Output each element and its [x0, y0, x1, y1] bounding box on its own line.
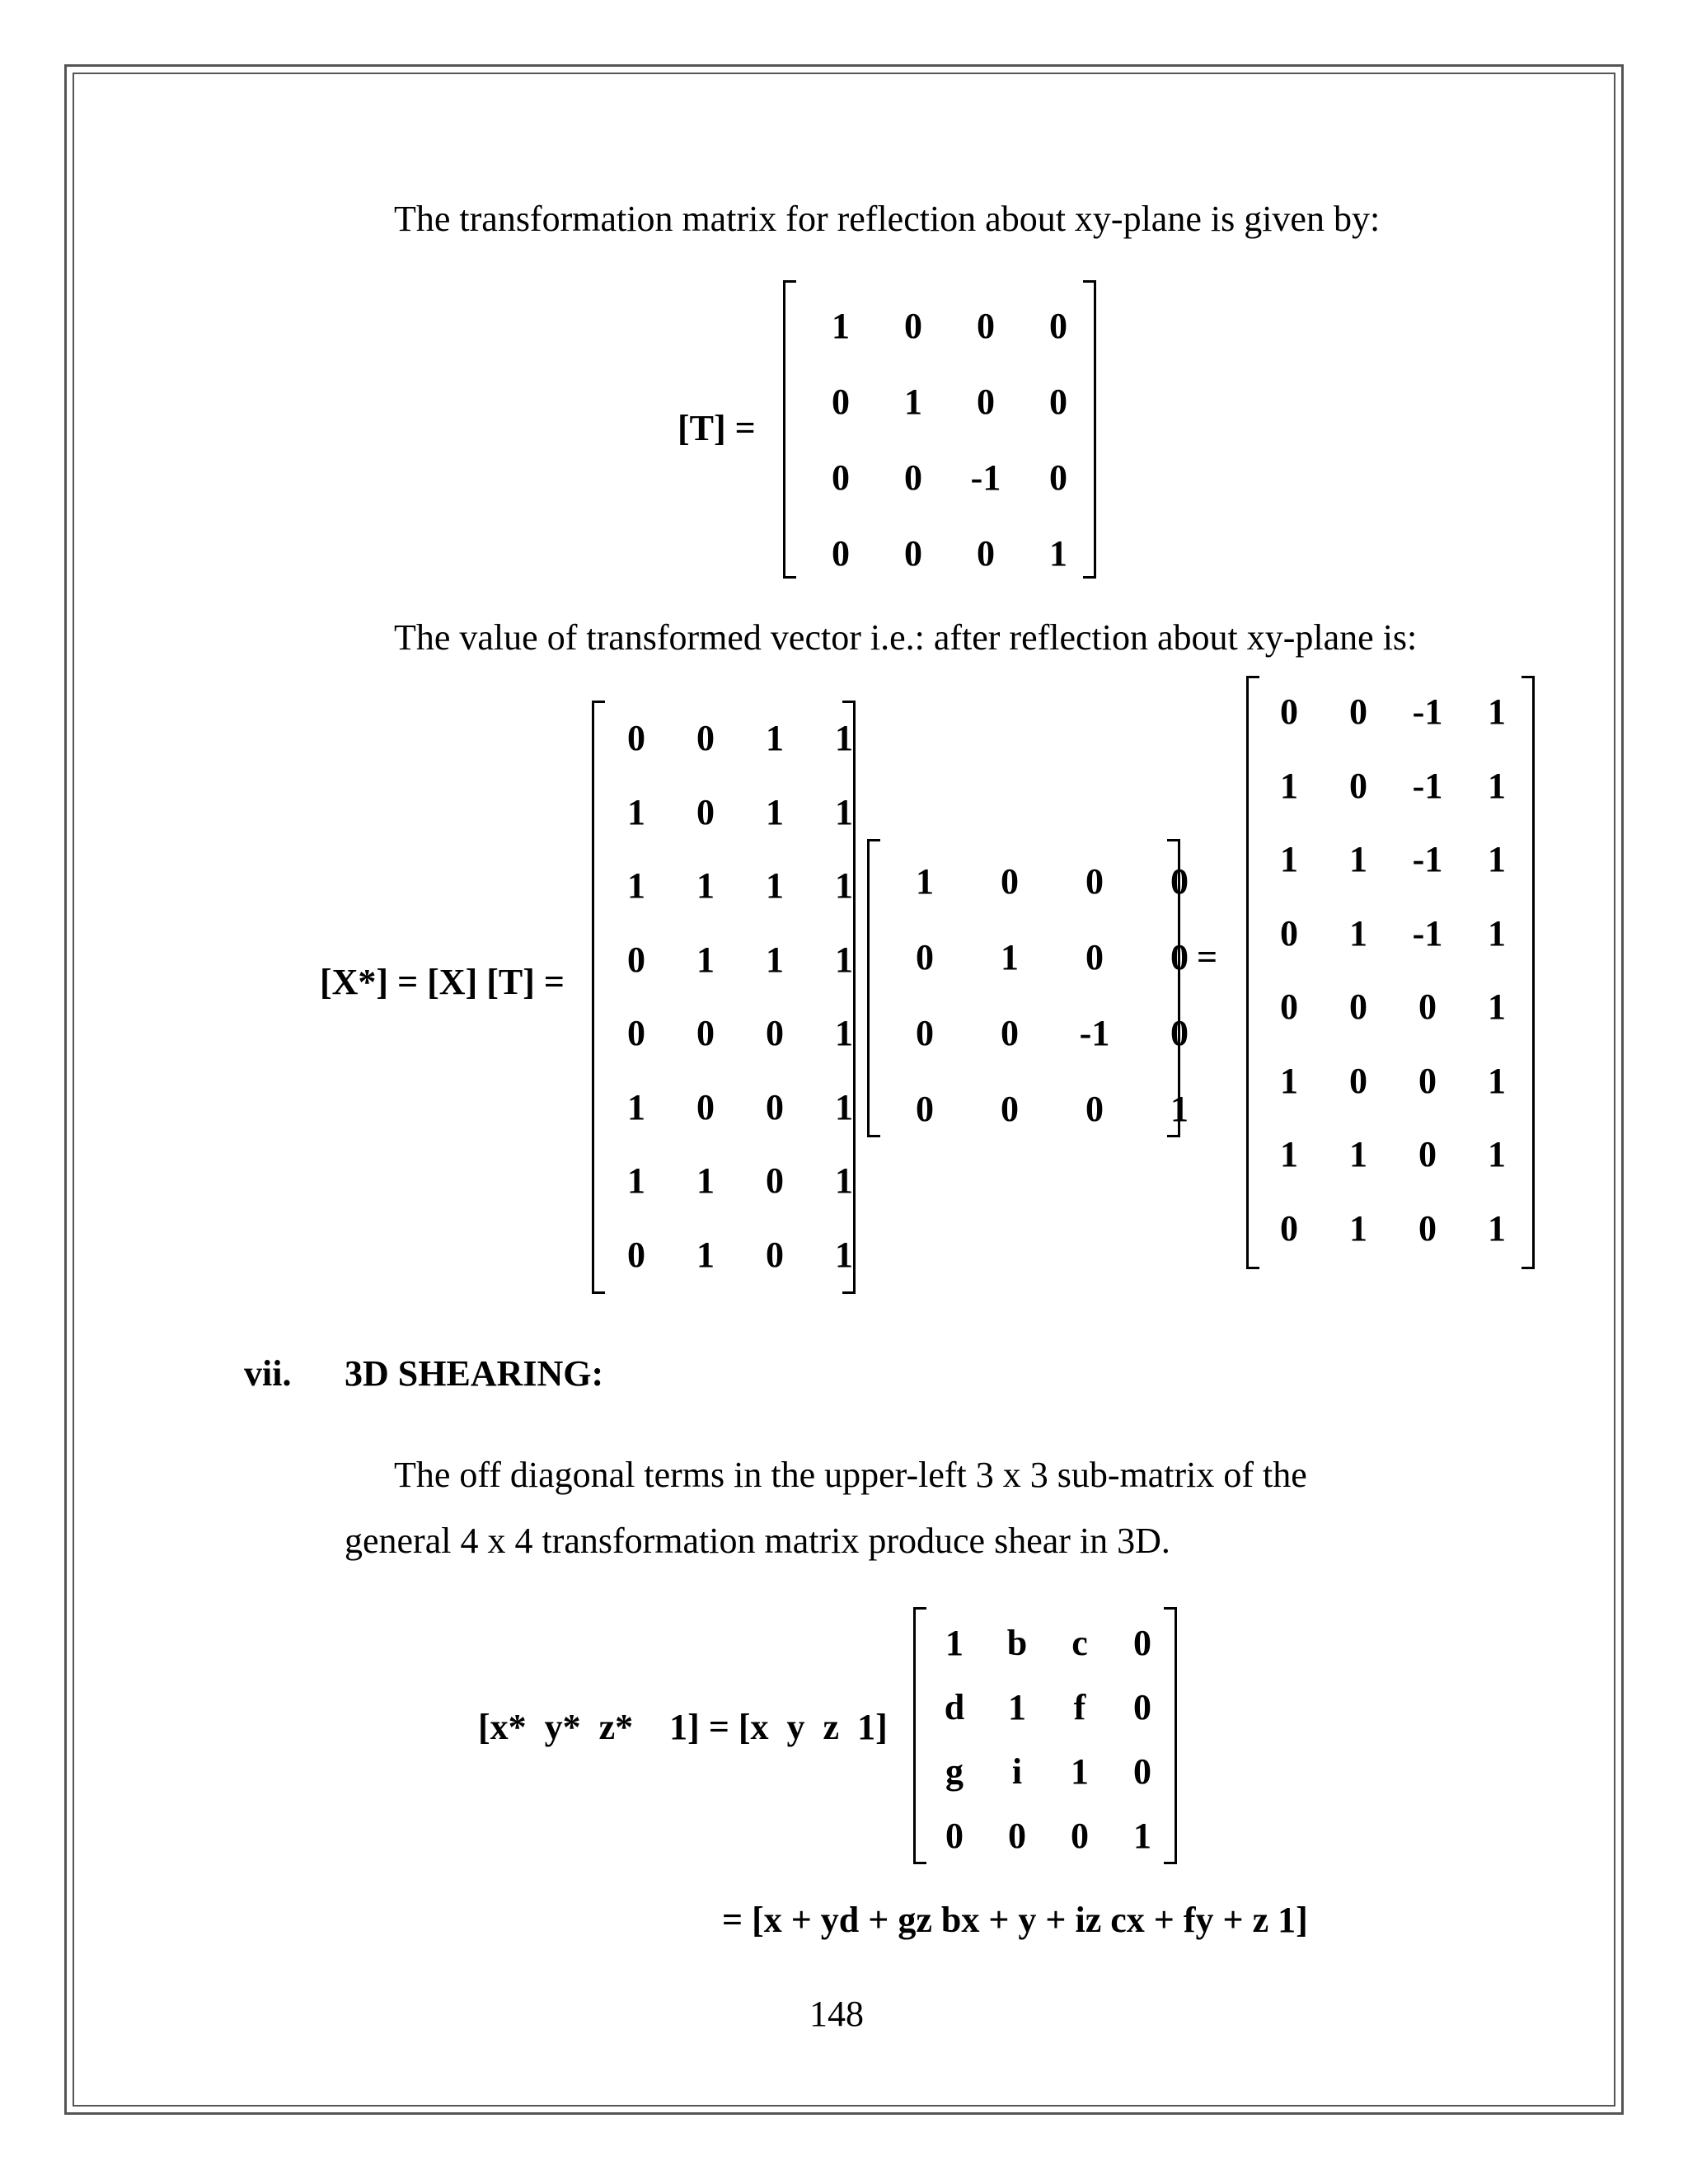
matrix-cell: 1 — [1280, 839, 1298, 879]
left-bracket — [1246, 676, 1259, 1269]
matrix-cell: 1 — [1488, 691, 1506, 732]
matrix-cell: 0 — [1170, 937, 1189, 977]
matrix-cell: 1 — [1488, 765, 1506, 806]
matrix-cell: 1 — [1133, 1816, 1151, 1856]
matrix-cell: 0 — [1349, 765, 1367, 806]
matrix-cell: 0 — [1071, 1816, 1089, 1856]
matrix-cell: 0 — [1170, 1013, 1189, 1053]
matrix-cell: 1 — [832, 306, 850, 346]
left-bracket — [867, 839, 880, 1137]
matrix-cell: 0 — [1349, 1060, 1367, 1101]
matrix-cell: 1 — [627, 791, 645, 832]
shear-result: = [x + yd + gz bx + y + iz cx + fy + z 1] — [722, 1900, 1308, 1940]
right-bracket — [1522, 676, 1535, 1269]
matrix-cell: 0 — [1280, 691, 1298, 732]
matrix-cell: -1 — [1412, 691, 1443, 732]
shear-label: [x* y* z* 1] = [x y z 1] — [478, 1707, 888, 1747]
matrix-cell: 1 — [1349, 839, 1367, 879]
matrix-cell: -1 — [1412, 765, 1443, 806]
matrix-cell: 0 — [627, 939, 645, 980]
matrix-cell: 0 — [627, 1234, 645, 1275]
matrix-cell: 0 — [977, 382, 995, 422]
matrix-cell: 0 — [696, 718, 715, 758]
matrix-cell: 0 — [627, 1013, 645, 1053]
result-matrix — [1246, 676, 1535, 1269]
left-bracket — [783, 280, 796, 579]
matrix-cell: 0 — [1280, 987, 1298, 1027]
x-matrix-label: [X*] = [X] [T] = — [320, 962, 565, 1002]
matrix-cell: 1 — [1488, 1060, 1506, 1101]
matrix-cell: f — [1073, 1687, 1086, 1727]
matrix-cell: 1 — [696, 1160, 715, 1201]
matrix-cell: 0 — [1418, 1207, 1437, 1249]
matrix-cell: 1 — [1349, 1134, 1367, 1174]
matrix-cell: 0 — [945, 1816, 964, 1856]
t2-matrix — [867, 839, 1189, 1137]
matrix-cell: 1 — [835, 1086, 853, 1127]
matrix-cell: 0 — [1280, 1207, 1298, 1249]
equals-sign: = — [1197, 937, 1218, 977]
page-number: 148 — [809, 1994, 864, 2034]
matrix-cell: 1 — [766, 791, 784, 832]
matrix-cell: 1 — [766, 865, 784, 906]
matrix-cell: 1 — [696, 939, 715, 980]
matrix-cell: 1 — [766, 718, 784, 758]
matrix-cell: 1 — [1280, 1134, 1298, 1174]
matrix-cell: 0 — [832, 457, 850, 498]
matrix-cell: 0 — [904, 457, 922, 498]
matrix-cell: 0 — [1085, 1089, 1104, 1129]
matrix-cell: 0 — [1133, 1751, 1151, 1792]
vector-text: The value of transformed vector i.e.: after reflection about xy-plane is: — [394, 617, 1418, 658]
matrix-cell: 0 — [1085, 937, 1104, 977]
matrix-cell: 0 — [832, 533, 850, 574]
matrix-cell: 1 — [1170, 1089, 1189, 1129]
matrix-cell: 0 — [1418, 1060, 1437, 1101]
matrix-cell: 0 — [832, 382, 850, 422]
matrix-cell: 1 — [1008, 1687, 1026, 1727]
matrix-cell: 0 — [1133, 1687, 1151, 1727]
matrix-cell: 0 — [1008, 1816, 1026, 1856]
matrix-cell: 0 — [1049, 382, 1067, 422]
matrix-cell: 0 — [766, 1234, 784, 1275]
matrix-cell: 0 — [916, 937, 934, 977]
matrix-cell: -1 — [1079, 1013, 1110, 1053]
matrix-cell: 1 — [1001, 937, 1019, 977]
matrix-cell: 0 — [1349, 691, 1367, 732]
matrix-cell: d — [944, 1687, 965, 1727]
shear-matrix — [913, 1607, 1177, 1864]
matrix-cell: 0 — [696, 1086, 715, 1127]
matrix-cell: 0 — [916, 1013, 934, 1053]
matrix-cell: 1 — [904, 382, 922, 422]
matrix-cell: 0 — [766, 1086, 784, 1127]
matrix-cell: -1 — [970, 457, 1001, 498]
shear-text-line2: general 4 x 4 transformation matrix produce shear in 3D. — [345, 1521, 1170, 1561]
matrix-cell: 0 — [1049, 457, 1067, 498]
matrix-cell: 1 — [916, 861, 934, 902]
matrix-cell: 1 — [1488, 912, 1506, 954]
matrix-cell: 1 — [835, 718, 853, 758]
left-bracket — [592, 701, 605, 1294]
matrix-cell: 1 — [945, 1623, 964, 1663]
matrix-cell: 1 — [696, 865, 715, 906]
matrix-cell: g — [945, 1751, 964, 1792]
matrix-cell: 1 — [1488, 1207, 1506, 1249]
matrix-cell: 0 — [977, 306, 995, 346]
matrix-cell: 1 — [835, 1234, 853, 1275]
matrix-cell: 0 — [916, 1089, 934, 1129]
shear-text-line1: The off diagonal terms in the upper-left 3 x 3 sub-matrix of the — [394, 1455, 1307, 1495]
matrix-cell: 0 — [1085, 861, 1104, 902]
matrix-cell: 0 — [1280, 912, 1298, 954]
matrix-cell: i — [1011, 1751, 1023, 1792]
matrix-cell: 1 — [627, 865, 645, 906]
t-matrix — [783, 280, 1096, 579]
matrix-cell: 1 — [835, 939, 853, 980]
matrix-cell: 1 — [1071, 1751, 1089, 1792]
matrix-cell: 0 — [696, 1013, 715, 1053]
x-matrix — [592, 701, 856, 1294]
section-number: vii. — [244, 1353, 292, 1394]
matrix-cell: 1 — [1488, 1134, 1506, 1174]
matrix-cell: 0 — [766, 1160, 784, 1201]
matrix-cell: 1 — [1280, 765, 1298, 806]
matrix-cell: -1 — [1412, 839, 1443, 879]
matrix-cell: 0 — [696, 791, 715, 832]
matrix-cell: -1 — [1412, 912, 1443, 954]
matrix-cell: 1 — [696, 1234, 715, 1275]
matrix-cell: 0 — [1001, 1089, 1019, 1129]
matrix-cell: 0 — [1170, 861, 1189, 902]
matrix-cell: 1 — [1488, 987, 1506, 1027]
t-matrix-label: [T] = — [678, 408, 756, 448]
matrix-cell: 1 — [1349, 1207, 1367, 1249]
matrix-cell: 0 — [1418, 987, 1437, 1027]
matrix-cell: 0 — [1001, 1013, 1019, 1053]
matrix-cell: 0 — [1418, 1134, 1437, 1174]
right-bracket — [842, 701, 856, 1294]
matrix-cell: 1 — [627, 1086, 645, 1127]
matrix-cell: 1 — [835, 1013, 853, 1053]
matrix-cell: 1 — [835, 791, 853, 832]
matrix-cell: 1 — [835, 1160, 853, 1201]
matrix-cell: c — [1071, 1623, 1088, 1663]
matrix-cell: 1 — [766, 939, 784, 980]
matrix-cell: b — [1006, 1623, 1028, 1663]
matrix-cell: 0 — [1001, 861, 1019, 902]
matrix-cell: 0 — [904, 533, 922, 574]
matrix-cell: 1 — [627, 1160, 645, 1201]
matrix-cell: 1 — [1049, 533, 1067, 574]
matrix-cell: 0 — [627, 718, 645, 758]
matrix-cell: 0 — [1349, 987, 1367, 1027]
matrix-cell: 0 — [1133, 1623, 1151, 1663]
matrix-cell: 0 — [977, 533, 995, 574]
matrix-cell: 0 — [904, 306, 922, 346]
section-title: 3D SHEARING: — [345, 1353, 604, 1394]
matrix-cell: 0 — [766, 1013, 784, 1053]
matrix-cell: 0 — [1049, 306, 1067, 346]
matrix-cell: 1 — [1349, 912, 1367, 954]
matrix-cell: 1 — [1488, 839, 1506, 879]
matrix-cell: 1 — [835, 865, 853, 906]
intro-text: The transformation matrix for reflection about xy-plane is given by: — [394, 199, 1381, 239]
matrix-cell: 1 — [1280, 1060, 1298, 1101]
